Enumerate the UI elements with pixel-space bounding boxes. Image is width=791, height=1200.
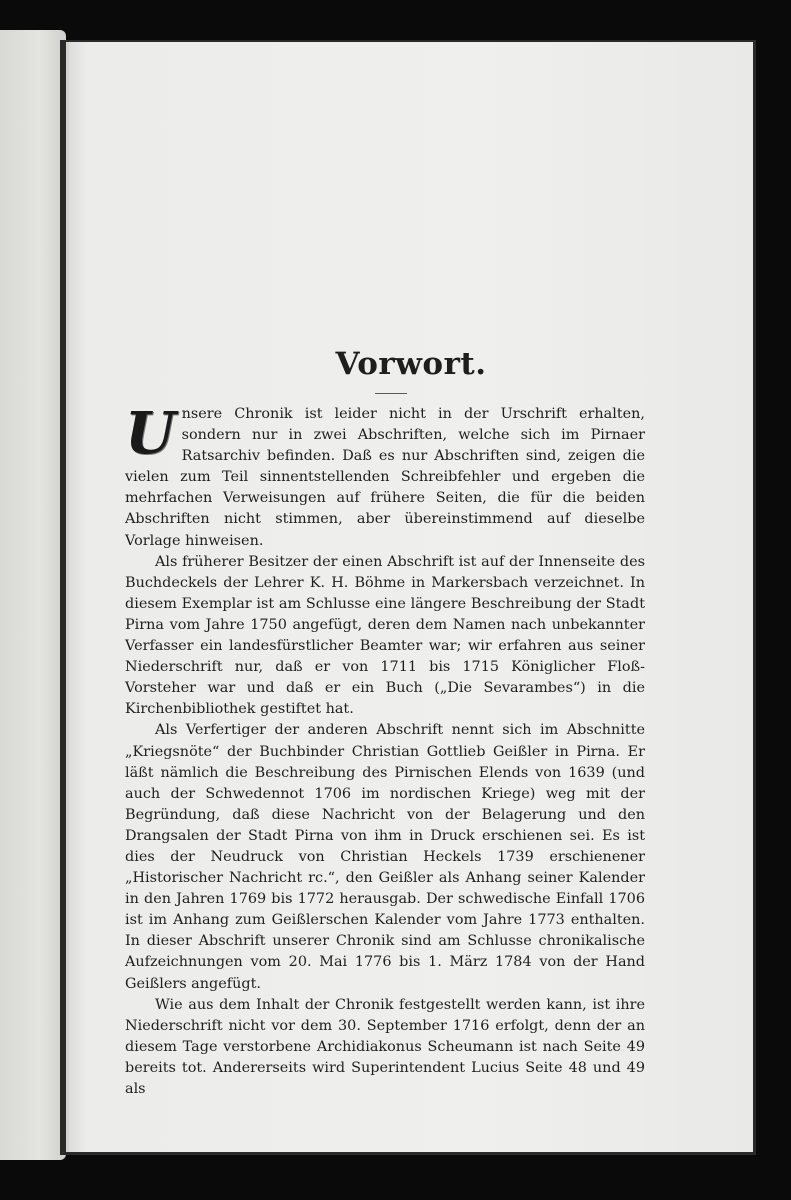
- paragraph-1: [125, 399, 645, 552]
- book-page: [66, 42, 753, 1152]
- page-title: Vorwort.: [335, 346, 487, 382]
- paragraph-4: Wie aus dem Inhalt der Chronik festgestellt werden kann, ist ihre Niederschrift nicht vor dem 30. September 1716 erfolgt, denn der an diesem Tage verstorbene Archidiakonus Scheumann ist nach Seite 49 bereits tot. Andererseits wird Superintendent Lucius Seite 48 und 49 als: [125, 996, 645, 1097]
- body-text: [125, 399, 645, 1100]
- paragraph-2: Als früherer Besitzer der einen Abschrift ist auf der Innenseite des Buchdeckels der Lehrer K. H. Böhme in Markersbach verzeichnet. In diesem Exemplar ist am Schlusse eine längere Beschreibung der Stadt Pirna vom Jahre 1750 angefügt, deren dem Namen nach unbekannter Verfasser ein landesfürstlicher Beamter war; wir erfahren aus seiner Niederschrift nur, daß er von 1711 bis 1715 Königlicher Floß-Vorsteher war und daß er ein Buch („Die Sevarambes“) in die Kirchenbibliothek gestiftet hat.: [125, 553, 645, 718]
- paragraph-1-text: nsere Chronik ist leider nicht in der Urschrift erhalten, sondern nur in zwei Abschriften, welche sich im Pirnaer Ratsarchiv befinden. Daß es nur Abschriften sind, zeigen die vielen zum Teil sinnentstellenden Schreibfehler und ergeben die mehrfachen Verweisungen auf frühere Seiten, die für die beiden Abschriften nicht stimmen, aber übereinstimmend auf dieselbe Vorlage hinweisen.: [125, 406, 645, 549]
- drop-cap: U: [125, 399, 176, 467]
- paragraph-3: Als Verfertiger der anderen Abschrift nennt sich im Abschnitte „Kriegsnöte“ der Buchbinder Christian Gottlieb Geißler in Pirna. Er läßt nämlich die Beschreibung des Pirnischen Elends von 1639 (und auch der Schwedennot 1706 im nordischen Kriege) weg mit der Begründung, daß diese Nachricht von der Belagerung und den Drangsalen der Stadt Pirna von ihm in Druck erschienen sei. Es ist dies der Neudruck von Christian Heckels 1739 erschienener „Historischer Nachricht rc.“, den Geißler als Anhang seiner Kalender in den Jahren 1769 bis 1772 herausgab. Der schwedische Einfall 1706 ist im Anhang zum Geißlerschen Kalender vom Jahre 1773 enthalten. In dieser Abschrift unserer Chronik sind am Schlusse chronikalische Aufzeichnungen vom 20. Mai 1776 bis 1. März 1784 von der Hand Geißlers angefügt.: [125, 722, 645, 992]
- title-rule: [375, 393, 407, 394]
- previous-page-edge: [0, 30, 66, 1160]
